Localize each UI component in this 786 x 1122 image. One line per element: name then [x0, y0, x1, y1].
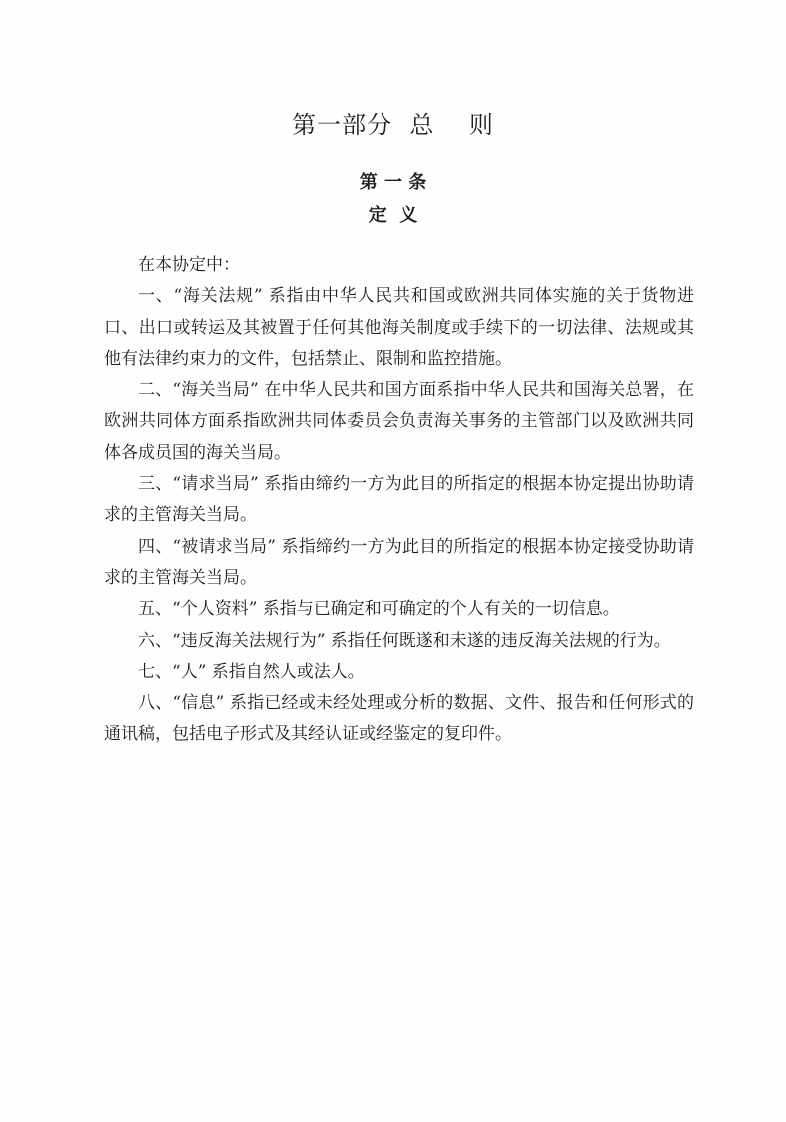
paragraph-information: 八、“信息” 系指已经或未经处理或分析的数据、文件、报告和任何形式的通讯稿，包括电子形式及其经认证或经鉴定的复印件。 [104, 693, 694, 745]
paragraph-personal-data: 五、“个人资料” 系指与已确定和可确定的个人有关的一切信息。 [138, 599, 620, 620]
paragraph-customs-authority: 二、“海关当局” 在中华人民共和国方面系指中华人民共和国海关总署，在欧洲共同体方面系指欧洲共同体委员会负责海关事务的主管部门以及欧洲共同体各成员国的海关当局。 [104, 380, 694, 463]
paragraph-intro: 在本协定中： [138, 255, 240, 275]
paragraph-applicant-authority: 三、“请求当局” 系指由缔约一方为此目的所指定的根据本协定提出协助请求的主管海关当局。 [104, 474, 694, 526]
paragraph-operation-in-breach: 六、“违反海关法规行为” 系指任何既遂和未遂的违反海关法规的行为。 [138, 630, 671, 651]
paragraph-person: 七、“人” 系指自然人或法人。 [138, 661, 365, 682]
article-title: 定 义 [368, 205, 418, 226]
part-title: 第一部分 总 则 [292, 111, 494, 139]
article-number: 第 一 条 [359, 172, 427, 193]
paragraph-requested-authority: 四、“被请求当局” 系指缔约一方为此目的所指定的根据本协定接受协助请求的主管海关当局。 [104, 536, 694, 588]
paragraph-customs-legislation: 一、“海关法规” 系指由中华人民共和国或欧洲共同体实施的关于货物进口、出口或转运及其被置于任何其他海关制度或手续下的一切法律、法规或其他有法律约束力的文件，包括禁止、限制和监控措施。 [104, 286, 694, 369]
article-body [104, 250, 694, 751]
